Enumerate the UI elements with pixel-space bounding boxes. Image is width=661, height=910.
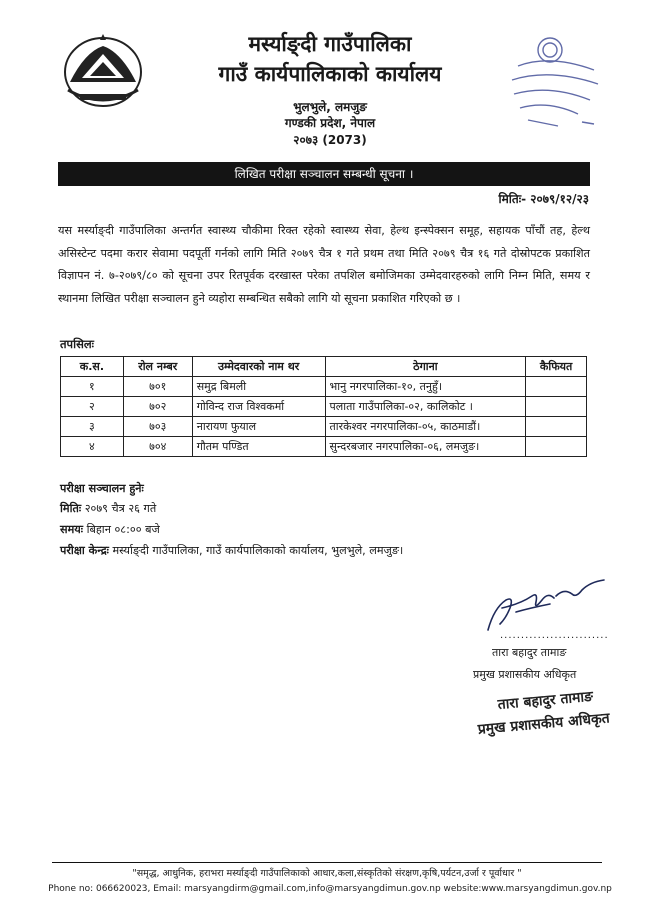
footer-divider — [52, 862, 602, 863]
cell-serial: १ — [61, 377, 124, 397]
cell-name: गौतम पण्डित — [192, 437, 325, 457]
stamp-post: प्रमुख प्रशासकीय अधिकृत — [477, 710, 611, 738]
header-remarks: कैफियत — [526, 357, 587, 377]
signature-line: .......................... — [500, 630, 609, 641]
cell-serial: ४ — [61, 437, 124, 457]
header-province: गण्डकी प्रदेश, नेपाल — [284, 116, 376, 130]
signatory-name: तारा बहादुर तामाङ — [492, 646, 567, 659]
exam-time — [60, 522, 160, 537]
cell-address: पलाता गाउँपालिका-०२, कालिकोट । — [325, 397, 526, 417]
stamp-name: तारा बहादुर तामाङ — [497, 688, 594, 714]
exam-time-value: बिहान ०८:०० बजे — [86, 523, 160, 536]
cell-name: गोविन्द राज विश्वकर्मा — [192, 397, 325, 417]
candidate-table — [60, 356, 587, 457]
cell-roll: ७०४ — [123, 437, 192, 457]
header-established: २०७३ (2073) — [293, 133, 367, 147]
cell-remarks — [526, 397, 587, 417]
cell-address: तारकेश्वर नगरपालिका-०५, काठमाडौं। — [325, 417, 526, 437]
header-name: उम्मेदवारको नाम थर — [192, 357, 325, 377]
exam-date-value: २०७९ चैत्र २६ गते — [84, 502, 157, 515]
name-stamp — [475, 685, 610, 738]
cell-roll: ७०३ — [123, 417, 192, 437]
exam-heading: परीक्षा सञ्चालन हुनेः — [60, 482, 144, 495]
signature-icon — [480, 578, 610, 638]
table-row — [61, 437, 587, 457]
header-address: ठेगाना — [325, 357, 526, 377]
exam-date — [60, 501, 156, 516]
notice-body: यस मर्स्याङ्दी गाउँपालिका अन्तर्गत स्वास्थ्य चौकीमा रिक्त रहेको स्वास्थ्य सेवा, हेल्थ इन्स्पेक्सन समूह, सहायक पाँचौं तह, हेल्थ असिस्टेन्ट पदमा करार सेवामा पदपूर्ती गर्नको लागि मिति २०७९ चैत्र १ गते प्रथम तथा मिति २०७९ चैत्र १६ गते दोस्रोपटक प्रकाशित विज्ञापन नं. ७-२०७९/८० को सूचना उपर रितपूर्वक दरखास्त परेका तपशिल बमोजिमका उम्मेदवारहरुको लागि निम्न मिति, समय र स्थानमा लिखित परीक्षा सञ्चालन हुने व्यहोरा सम्बन्धित सबैको लागि यो सूचना प्रकाशित गरिएको छ । — [58, 224, 590, 305]
exam-center — [60, 543, 403, 558]
cell-remarks — [526, 437, 587, 457]
header-title-municipality: मर्स्याङ्दी गाउँपालिका — [248, 32, 412, 56]
signatory-post: प्रमुख प्रशासकीय अधिकृत — [473, 668, 577, 681]
cell-remarks — [526, 377, 587, 397]
table-row — [61, 417, 587, 437]
table-row — [61, 377, 587, 397]
footer-contact: Phone no: 066620023, Email: marsyangdirm@gmail.com,info@marsyangdimun.gov.np website:www.marsyangdimun.gov.np — [48, 884, 612, 894]
header-location: भुलभुले, लमजुङ — [293, 100, 367, 114]
footer-motto: "समृद्ध, आधुनिक, हराभरा मर्स्याङ्दी गाउँपालिकाको आधार,कला,संस्कृतिको संरक्षण,कृषि,पर्यटन,उर्जा र पूर्वाधार " — [132, 868, 522, 879]
exam-time-label: समयः — [60, 523, 84, 536]
exam-date-label: मितिः — [60, 502, 82, 515]
table-caption: तपसिलः — [60, 337, 94, 351]
cell-serial: ३ — [61, 417, 124, 437]
table-row — [61, 397, 587, 417]
cell-roll: ७०१ — [123, 377, 192, 397]
cell-roll: ७०२ — [123, 397, 192, 417]
cell-address: सुन्दरबजार नगरपालिका-०६, लमजुङ। — [325, 437, 526, 457]
cell-remarks — [526, 417, 587, 437]
exam-center-label: परीक्षा केन्द्रः — [60, 544, 109, 557]
cell-name: समुद्र बिमली — [192, 377, 325, 397]
nepal-emblem-icon — [60, 32, 146, 110]
office-seal-stamp-icon — [498, 30, 610, 134]
cell-name: नारायण फुयाल — [192, 417, 325, 437]
notice-date: मितिः- २०७९/१२/२३ — [498, 192, 589, 206]
cell-address: भानु नगरपालिका-१०, तनुहुँ। — [325, 377, 526, 397]
table-header-row — [61, 357, 587, 377]
notice-title-bar: लिखित परीक्षा सञ्चालन सम्बन्धी सूचना । — [58, 162, 590, 186]
header-title-office: गाउँ कार्यपालिकाको कार्यालय — [218, 62, 442, 86]
header-roll: रोल नम्बर — [123, 357, 192, 377]
exam-center-value: मर्स्याङ्दी गाउँपालिका, गाउँ कार्यपालिकाको कार्यालय, भुलभुले, लमजुङ। — [112, 544, 404, 557]
header-serial: क.स. — [61, 357, 124, 377]
cell-serial: २ — [61, 397, 124, 417]
